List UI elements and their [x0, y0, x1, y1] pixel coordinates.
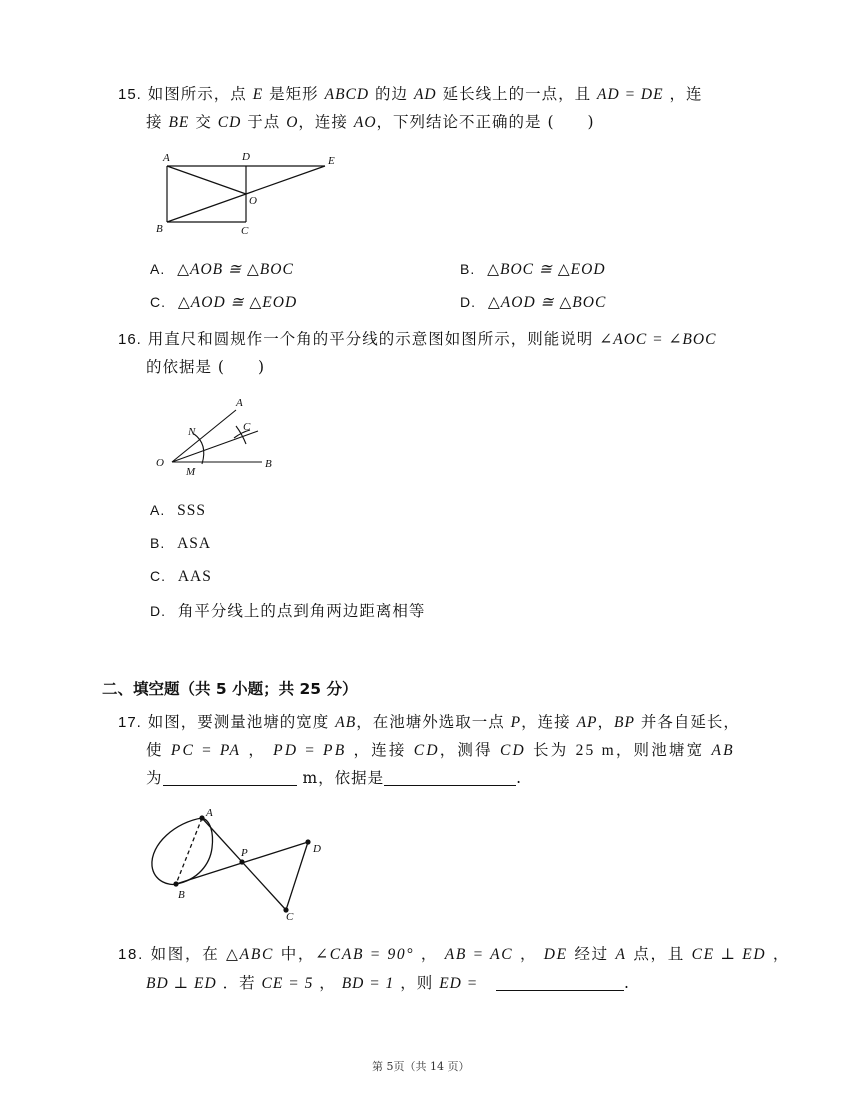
answer-blank-ed[interactable]: [496, 973, 624, 991]
arc-mn: [194, 434, 204, 464]
label-d: D: [313, 843, 321, 855]
label-a: A: [236, 397, 243, 409]
point-b: [173, 881, 178, 886]
q15-rectangle-figure: [150, 148, 350, 240]
segment-ac: [202, 818, 286, 910]
label-d: D: [242, 151, 250, 163]
answer-blank-width[interactable]: [163, 768, 297, 786]
q16-angle-bisector-figure: [150, 388, 290, 480]
q15-option-c[interactable]: C. △AOD ≅ △EOD: [150, 294, 298, 311]
point-d: [305, 839, 310, 844]
label-b: B: [265, 458, 272, 470]
page-footer: 第 5页（共 14 页）: [372, 1060, 470, 1073]
q18-line1: 18. 如图，在 △ABC 中，∠CAB = 90° ， AB = AC ， DE 经过 A 点，且 CE ⊥ ED ，: [118, 945, 791, 963]
segment-ao: [167, 166, 246, 194]
label-b: B: [178, 889, 185, 901]
q16-option-c[interactable]: C. AAS: [150, 568, 212, 585]
label-p: P: [241, 847, 248, 859]
point-p: [239, 859, 244, 864]
answer-blank-reason[interactable]: [384, 768, 516, 786]
q15-line2: 接 BE 交 CD 于点 O，连接 AO，下列结论不正确的是 ( ): [146, 113, 595, 131]
section-title: 二、填空题（共 5 小题；共 25 分）: [102, 680, 358, 698]
label-c: C: [241, 225, 249, 237]
label-m: M: [186, 466, 196, 478]
q17-line2: 使 PC = PA ， PD = PB ，连接 CD，测得 CD 长为 25 m，则池塘宽 AB: [146, 741, 735, 759]
q16-line1: 16. 用直尺和圆规作一个角的平分线的示意图如图所示，则能说明 ∠AOC = ∠BOC: [118, 330, 717, 348]
label-e: E: [328, 155, 335, 167]
pond-outline: [152, 818, 213, 884]
label-c: C: [286, 911, 294, 920]
q15-option-b[interactable]: B. △BOC ≅ △EOD: [460, 261, 606, 278]
q17-pond-figure: [146, 804, 336, 920]
label-o: O: [249, 195, 257, 207]
q17-line3: 为 m，依据是 .: [146, 769, 523, 787]
label-b: B: [156, 223, 163, 235]
label-c: C: [243, 421, 251, 433]
q16-option-b[interactable]: B. ASA: [150, 535, 212, 552]
ray-oc: [172, 431, 258, 462]
label-o: O: [156, 457, 164, 469]
q16-option-a[interactable]: A. SSS: [150, 502, 206, 519]
q15-option-a[interactable]: A. △AOB ≅ △BOC: [150, 261, 294, 278]
q15-line1: 15. 如图所示，点 E 是矩形 ABCD 的边 AD 延长线上的一点，且 AD = DE ，连: [118, 85, 703, 103]
q15-option-d[interactable]: D. △AOD ≅ △BOC: [460, 294, 607, 311]
point-a: [199, 815, 204, 820]
label-a: A: [163, 152, 170, 164]
q16-line2: 的依据是 ( ): [146, 358, 266, 376]
q17-line1: 17. 如图，要测量池塘的宽度 AB，在池塘外选取一点 P，连接 AP，BP 并各自延长，: [118, 713, 740, 731]
segment-cd: [286, 842, 308, 910]
label-a: A: [206, 807, 213, 819]
q18-line2: BD ⊥ ED ．若 CE = 5 ， BD = 1 ，则 ED = .: [146, 974, 630, 992]
q16-option-d[interactable]: D. 角平分线上的点到角两边距离相等: [150, 602, 426, 620]
label-n: N: [188, 426, 196, 438]
